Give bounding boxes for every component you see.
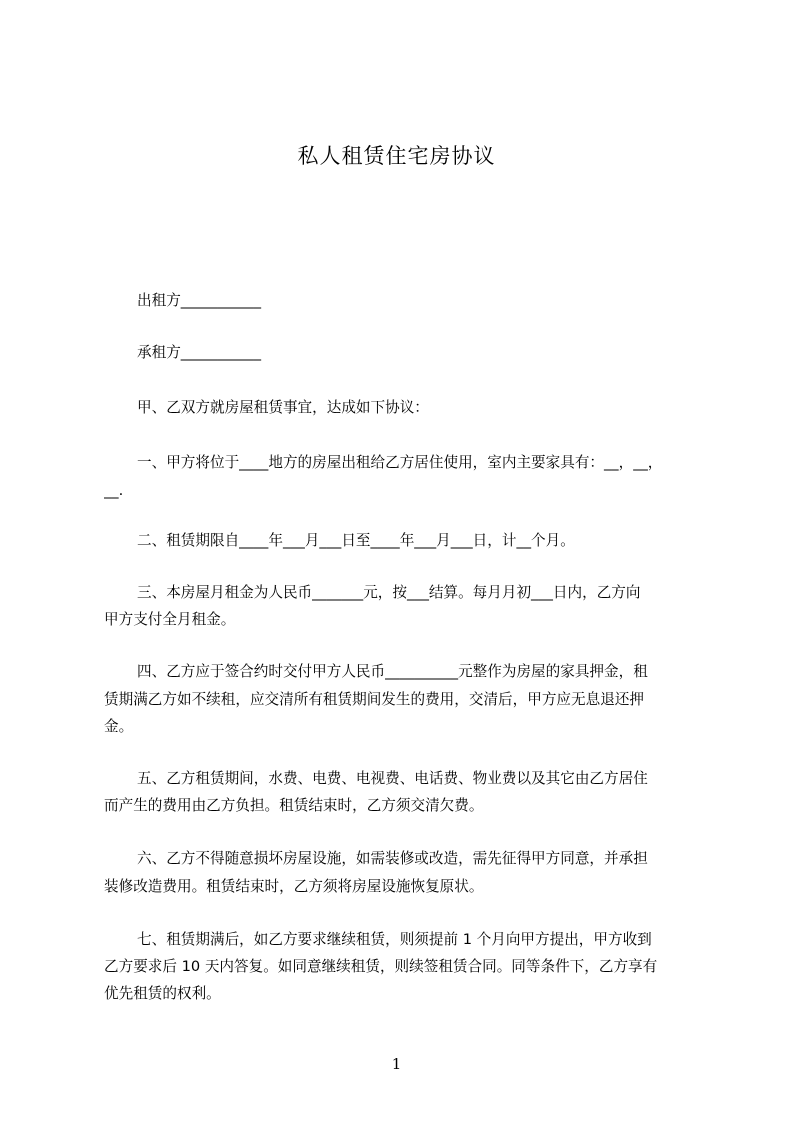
clause6-line2: 装修改造费用。租赁结束时，乙方须将房屋设施恢复原状。: [104, 878, 484, 895]
clause1-line1: 一、甲方将位于____地方的房屋出租给乙方居住使用，室内主要家具有：__，__，: [137, 454, 663, 471]
intro-line: 甲、乙双方就房屋租赁事宜，达成如下协议：: [137, 399, 429, 416]
document-title: 私人租赁住宅房协议: [297, 144, 496, 168]
clause5-line1: 五、乙方租赁期间，水费、电费、电视费、电话费、物业费以及其它由乙方居住: [137, 770, 648, 787]
clause7-line2: 乙方要求后 10 天内答复。如同意继续租赁，则续签租赁合同。同等条件下，乙方享有: [104, 958, 658, 975]
clause6-line1: 六、乙方不得随意损坏房屋设施，如需装修或改造，需先征得甲方同意，并承担: [137, 850, 648, 867]
clause2-line1: 二、租赁期限自____年___月___日至____年___月___日，计__个月。: [137, 532, 575, 549]
clause3-line2: 甲方支付全月租金。: [104, 611, 236, 628]
clause3-line1: 三、本房屋月租金为人民币_______元，按___结算。每月月初___日内，乙方向: [137, 584, 641, 601]
clause7-line1: 七、租赁期满后，如乙方要求继续租赁，则须提前 1 个月向甲方提出，甲方收到: [137, 931, 652, 948]
clause1-line2: __.: [104, 482, 124, 499]
clause4-line3: 金。: [104, 718, 134, 735]
lessor-line: 出租方___________: [137, 292, 262, 309]
clause5-line2: 而产生的费用由乙方负担。租赁结束时，乙方须交清欠费。: [104, 797, 484, 814]
clause7-line3: 优先租赁的权利。: [104, 985, 221, 1002]
clause4-line1: 四、乙方应于签合约时交付甲方人民币__________元整作为房屋的家具押金，租: [137, 663, 648, 680]
lessee-line: 承租方___________: [137, 344, 262, 361]
page-number: 1: [391, 1055, 402, 1073]
clause4-line2: 赁期满乙方如不续租，应交清所有租赁期间发生的费用，交清后，甲方应无息退还押: [104, 691, 644, 708]
